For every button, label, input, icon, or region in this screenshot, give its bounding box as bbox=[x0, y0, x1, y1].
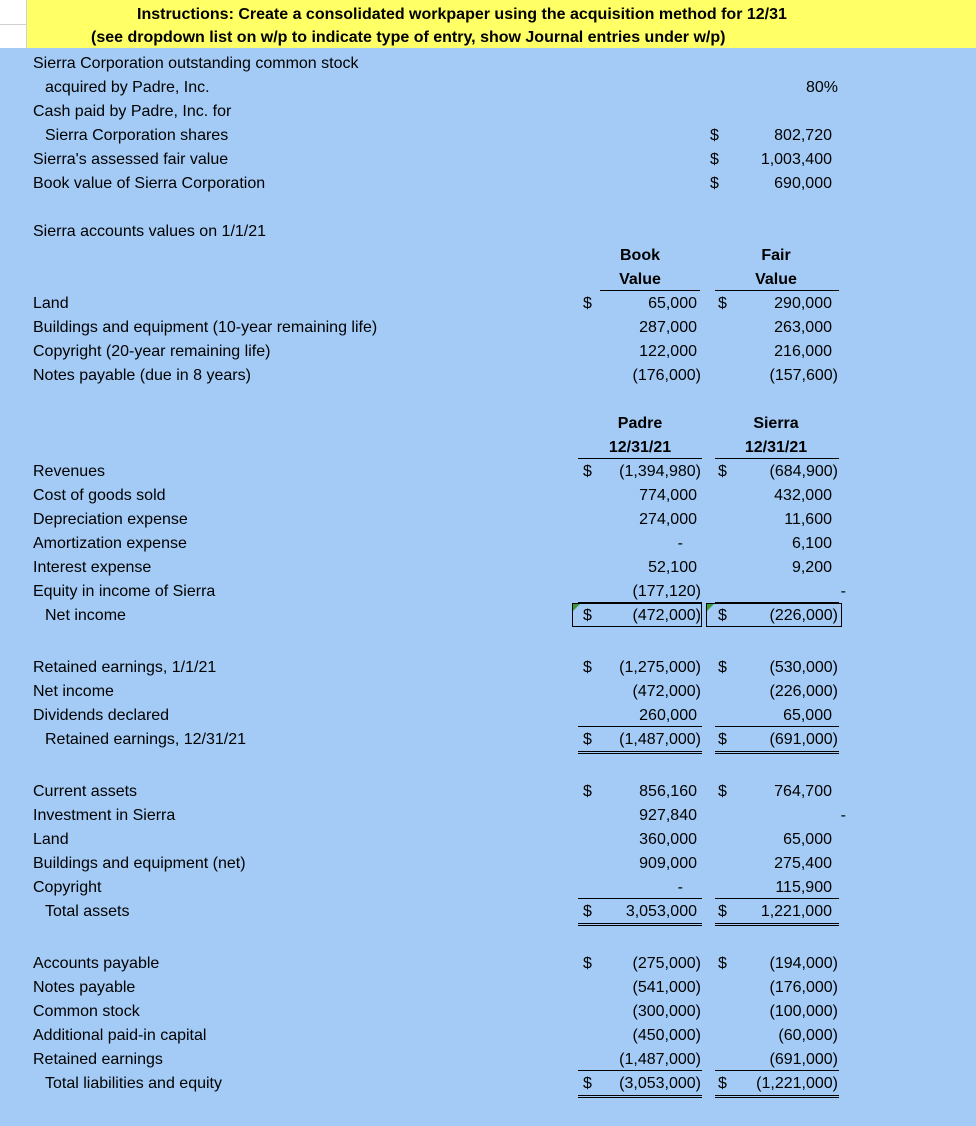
padre-cell: 52,100 bbox=[648, 559, 697, 576]
padre-date-header: 12/31/21 bbox=[608, 439, 672, 456]
asset-label: Copyright bbox=[33, 879, 102, 896]
header-underline bbox=[715, 290, 839, 291]
padre-cell: 909,000 bbox=[639, 855, 697, 872]
income-label: Interest expense bbox=[33, 559, 152, 576]
sierra-cell: - bbox=[840, 807, 846, 824]
retained-label: Net income bbox=[33, 683, 114, 700]
padre-cell: 774,000 bbox=[639, 487, 697, 504]
sierra-cell: (684,900) bbox=[769, 463, 838, 480]
fair-value-amount: 1,003,400 bbox=[760, 151, 832, 168]
book-value-amount: 690,000 bbox=[774, 175, 832, 192]
book-value-header-2: Value bbox=[619, 271, 661, 288]
padre-cell: (1,487,000) bbox=[619, 1051, 701, 1068]
asset-label: Investment in Sierra bbox=[33, 807, 176, 824]
currency-sign: $ bbox=[710, 175, 719, 192]
header-underline bbox=[715, 458, 839, 459]
padre-cell: (472,000) bbox=[632, 607, 701, 624]
book-value-cell: 65,000 bbox=[648, 295, 697, 312]
liability-label: Accounts payable bbox=[33, 955, 160, 972]
cell-error-marker bbox=[707, 604, 714, 611]
income-label: Equity in income of Sierra bbox=[33, 583, 216, 600]
header-underline bbox=[578, 458, 702, 459]
currency-sign: $ bbox=[718, 731, 727, 748]
currency-sign: $ bbox=[583, 903, 592, 920]
sierra-cell: - bbox=[840, 583, 846, 600]
sierra-cell: (691,000) bbox=[769, 1051, 838, 1068]
sierra-cell: 1,221,000 bbox=[760, 903, 832, 920]
padre-cell: (177,120) bbox=[632, 583, 701, 600]
sierra-cell: (530,000) bbox=[769, 659, 838, 676]
total-double-underline bbox=[715, 1095, 839, 1098]
header-underline bbox=[600, 290, 700, 291]
fair-value-cell: 263,000 bbox=[774, 319, 832, 336]
subtotal-underline bbox=[578, 726, 702, 727]
sierra-cell: 65,000 bbox=[783, 707, 832, 724]
padre-cell: 274,000 bbox=[639, 511, 697, 528]
instructions-banner bbox=[27, 0, 976, 48]
padre-cell: (541,000) bbox=[632, 979, 701, 996]
book-value-label: Book value of Sierra Corporation bbox=[33, 175, 266, 192]
fair-value-cell: 216,000 bbox=[774, 343, 832, 360]
padre-cell: (450,000) bbox=[632, 1027, 701, 1044]
sierra-cell: (691,000) bbox=[769, 731, 838, 748]
subtotal-underline bbox=[715, 726, 839, 727]
book-value-cell: (176,000) bbox=[632, 367, 701, 384]
total-liabilities-label: Total liabilities and equity bbox=[45, 1075, 222, 1092]
padre-cell: - bbox=[677, 535, 683, 552]
currency-sign: $ bbox=[583, 1075, 592, 1092]
total-assets-label: Total assets bbox=[45, 903, 130, 920]
padre-cell: (1,275,000) bbox=[619, 659, 701, 676]
sierra-cell: (226,000) bbox=[769, 607, 838, 624]
currency-sign: $ bbox=[718, 955, 727, 972]
book-value-cell: 287,000 bbox=[639, 319, 697, 336]
sierra-cell: 764,700 bbox=[774, 783, 832, 800]
padre-cell: (472,000) bbox=[632, 683, 701, 700]
book-value-header-1: Book bbox=[620, 247, 660, 264]
padre-header: Padre bbox=[617, 415, 663, 432]
sierra-cell: (194,000) bbox=[769, 955, 838, 972]
currency-sign: $ bbox=[718, 783, 727, 800]
currency-sign: $ bbox=[718, 1075, 727, 1092]
sierra-cell: 115,900 bbox=[775, 879, 832, 896]
fair-value-header-1: Fair bbox=[761, 247, 791, 264]
fair-value-header-2: Value bbox=[755, 271, 797, 288]
currency-sign: $ bbox=[583, 659, 592, 676]
sierra-date-header: 12/31/21 bbox=[744, 439, 808, 456]
sierra-cell: 275,400 bbox=[774, 855, 832, 872]
net-income-label: Net income bbox=[45, 607, 126, 624]
total-double-underline bbox=[715, 751, 839, 754]
account-label: Notes payable (due in 8 years) bbox=[33, 367, 251, 384]
asset-label: Buildings and equipment (net) bbox=[33, 855, 246, 872]
stock-percent: 80% bbox=[805, 79, 838, 96]
padre-cell: - bbox=[677, 879, 683, 896]
currency-sign: $ bbox=[583, 955, 592, 972]
instructions-line-2: (see dropdown list on w/p to indicate type of entry, show Journal entries under w/p) bbox=[91, 29, 726, 46]
currency-sign: $ bbox=[718, 659, 727, 676]
currency-sign: $ bbox=[718, 295, 727, 312]
fair-value-cell: (157,600) bbox=[769, 367, 838, 384]
currency-sign: $ bbox=[583, 731, 592, 748]
book-value-cell: 122,000 bbox=[639, 343, 697, 360]
currency-sign: $ bbox=[583, 607, 592, 624]
sierra-cell: (60,000) bbox=[778, 1027, 838, 1044]
cash-paid-value: 802,720 bbox=[774, 127, 832, 144]
padre-cell: (275,000) bbox=[632, 955, 701, 972]
currency-sign: $ bbox=[718, 903, 727, 920]
row-header-strip bbox=[0, 0, 27, 48]
sierra-cell: 11,600 bbox=[784, 511, 832, 528]
total-double-underline bbox=[578, 923, 702, 926]
sierra-cell: (176,000) bbox=[769, 979, 838, 996]
sierra-header: Sierra bbox=[753, 415, 799, 432]
income-label: Revenues bbox=[33, 463, 106, 480]
currency-sign: $ bbox=[583, 295, 592, 312]
income-label: Amortization expense bbox=[33, 535, 187, 552]
accounts-title: Sierra accounts values on 1/1/21 bbox=[33, 223, 267, 240]
currency-sign: $ bbox=[583, 463, 592, 480]
sierra-cell: 432,000 bbox=[774, 487, 832, 504]
padre-cell: (3,053,000) bbox=[619, 1075, 701, 1092]
liability-label: Retained earnings bbox=[33, 1051, 163, 1068]
retained-label: Dividends declared bbox=[33, 707, 170, 724]
total-double-underline bbox=[715, 923, 839, 926]
fair-value-label: Sierra's assessed fair value bbox=[33, 151, 229, 168]
padre-cell: 856,160 bbox=[639, 783, 697, 800]
income-label: Depreciation expense bbox=[33, 511, 188, 528]
sierra-cell: 9,200 bbox=[791, 559, 832, 576]
retained-label: Retained earnings, 1/1/21 bbox=[33, 659, 217, 676]
sierra-cell: (226,000) bbox=[769, 683, 838, 700]
padre-cell: 260,000 bbox=[639, 707, 697, 724]
asset-label: Land bbox=[33, 831, 69, 848]
subtotal-underline bbox=[578, 1070, 702, 1071]
account-label: Land bbox=[33, 295, 69, 312]
currency-sign: $ bbox=[583, 783, 592, 800]
cash-label-2: Sierra Corporation shares bbox=[45, 127, 229, 144]
padre-cell: 360,000 bbox=[639, 831, 697, 848]
sierra-cell: 65,000 bbox=[783, 831, 832, 848]
currency-sign: $ bbox=[718, 463, 727, 480]
padre-cell: 3,053,000 bbox=[625, 903, 697, 920]
currency-sign: $ bbox=[710, 127, 719, 144]
padre-cell: 927,840 bbox=[639, 807, 697, 824]
liability-label: Notes payable bbox=[33, 979, 136, 996]
fair-value-cell: 290,000 bbox=[774, 295, 832, 312]
instructions-line-1: Instructions: Create a consolidated workpaper using the acquisition method for 12/31 bbox=[137, 6, 787, 23]
retained-label: Retained earnings, 12/31/21 bbox=[45, 731, 247, 748]
cell-error-marker bbox=[573, 604, 580, 611]
sierra-cell: (100,000) bbox=[769, 1003, 838, 1020]
liability-label: Additional paid-in capital bbox=[33, 1027, 207, 1044]
account-label: Copyright (20-year remaining life) bbox=[33, 343, 271, 360]
total-double-underline bbox=[578, 751, 702, 754]
padre-cell: (300,000) bbox=[632, 1003, 701, 1020]
cash-label-1: Cash paid by Padre, Inc. for bbox=[33, 103, 232, 120]
income-label: Cost of goods sold bbox=[33, 487, 166, 504]
asset-label: Current assets bbox=[33, 783, 138, 800]
subtotal-underline bbox=[715, 1070, 839, 1071]
account-label: Buildings and equipment (10-year remaining life) bbox=[33, 319, 378, 336]
sierra-cell: 6,100 bbox=[791, 535, 832, 552]
padre-cell: (1,487,000) bbox=[619, 731, 701, 748]
subtotal-underline bbox=[578, 898, 702, 899]
stock-label-2: acquired by Padre, Inc. bbox=[45, 79, 210, 96]
padre-cell: (1,394,980) bbox=[619, 463, 701, 480]
stock-label-1: Sierra Corporation outstanding common stock bbox=[33, 55, 359, 72]
currency-sign: $ bbox=[718, 607, 727, 624]
currency-sign: $ bbox=[710, 151, 719, 168]
sierra-cell: (1,221,000) bbox=[756, 1075, 838, 1092]
subtotal-underline bbox=[715, 898, 839, 899]
liability-label: Common stock bbox=[33, 1003, 140, 1020]
total-double-underline bbox=[578, 1095, 702, 1098]
